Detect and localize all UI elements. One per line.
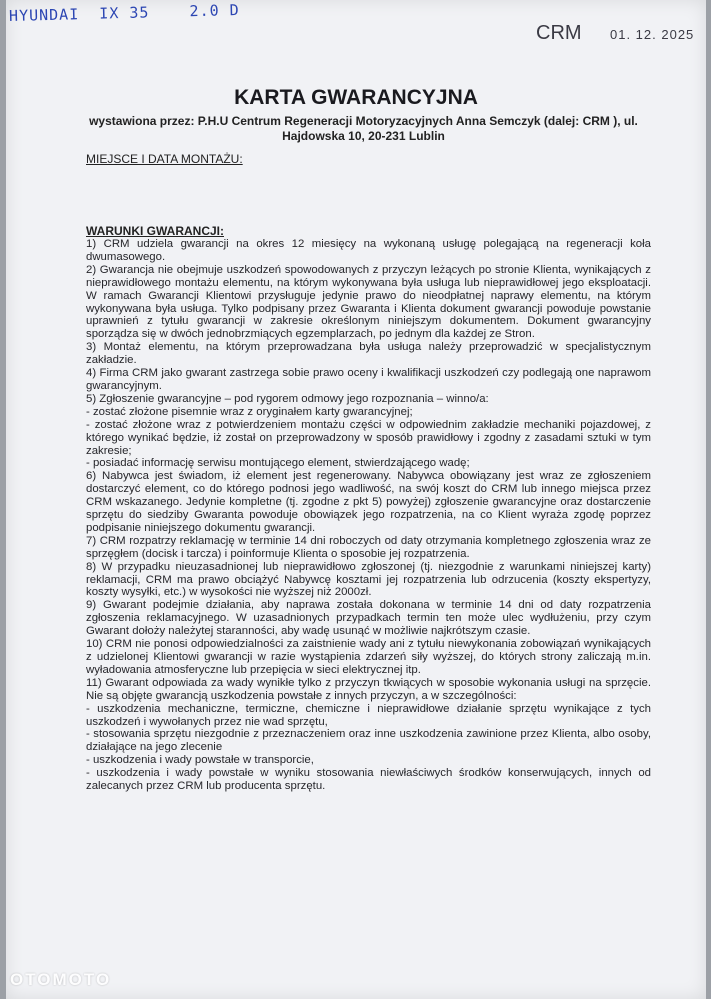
term-5-bullet-3: - posiadać informację serwisu montującego element, stwierdzającego wadę;	[86, 457, 470, 470]
place-date-label: MIEJSCE I DATA MONTAŻU:	[86, 152, 243, 166]
term-1: 1) CRM udziela gwarancji na okres 12 miesięcy na wykonaną usługę polegającą na regeneracji koła dwumasowego.	[86, 238, 651, 263]
terms-heading: WARUNKI GWARANCJI:	[86, 224, 224, 238]
term-9: 9) Gwarant podejmie działania, aby naprawa została dokonana w terminie 14 dni od daty rozpatrzenia zgłoszenia reklamacyjnego. W uzasadnionych przypadkach termin ten może ulec wydłużeniu, przy czym Gwarant dołoży należytej staranności, aby wadę usunąć w możliwie najkrótszym czasie.	[86, 599, 651, 638]
warranty-card-sheet	[6, 0, 706, 999]
term-2: 2) Gwarancja nie obejmuje uszkodzeń spowodowanych z przyczyn leżących po stronie Klienta, wynikających z nieprawidłowego montażu elementu, na którym wykonywana była usługa lub nieprawidłowej jego eksploatacji. W ramach Gwarancji Klientowi przysługuje jedynie prawo do nieodpłatnej naprawy elementu, na którym wykonywana była usługa. Tylko podpisany przez Gwaranta i Klienta dokument gwarancji powoduje powstanie uprawnień z tytułu gwarancji w zakresie określonym niniejszym dokumentem. Dokument gwarancyjny sporządza się w dwóch jednobrzmiących egzemplarzach, po jednym dla każdej ze Stron.	[86, 263, 651, 341]
term-6: 6) Nabywca jest świadom, iż element jest regenerowany. Nabywca obowiązany jest wraz ze zgłoszeniem dostarczyć element, co do którego podnosi jego wadliwość, na swój koszt do CRM lub innego miejsca przez CRM wskazanego. Jedynie kompletne (tj. zgodne z pkt 5) powyżej) zgłoszenie gwarancyjne oraz dostarczenie sprzętu do siedziby Gwaranta powoduje obowiązek jego rozpatrzenia, na co Klient wyraża zgodę poprzez podpisanie niniejszego dokumentu gwarancji.	[86, 470, 651, 534]
document-title: KARTA GWARANCYJNA	[234, 86, 478, 109]
term-11-bullet-2: - stosowania sprzętu niezgodnie z przeznaczeniem oraz inne uszkodzenia zawinione przez Klienta, albo osoby, działające na jego zlecenie	[86, 728, 651, 754]
issuer-line: wystawiona przez: P.H.U Centrum Regeneracji Motoryzacyjnych Anna Semczyk (dalej: CRM ), ul. Hajdowska 10, 20-231 Lublin	[89, 114, 638, 143]
term-5-bullet-2: - zostać złożone wraz z potwierdzeniem montażu części w odpowiednim zakładzie mechaniki pojazdowej, z którego wynikać będzie, iż został on przeprowadzony w sposób prawidłowy i zgodny z zasadami sztuki w tym zakresie;	[86, 418, 651, 457]
otomoto-watermark: OTOMOTO	[10, 970, 112, 989]
term-4: 4) Firma CRM jako gwarant zastrzega sobie prawo oceny i kwalifikacji uszkodzeń czy podlegają one naprawom gwarancyjnym.	[86, 367, 651, 392]
term-8: 8) W przypadku nieuzasadnionej lub nieprawidłowo zgłoszonej (tj. niezgodnie z warunkami niniejszej karty) reklamacji, CRM ma prawo obciążyć Nabywcę kosztami jej rozpatrzenia lub odrzucenia (koszty ekspertyzy, koszty wysyłki, etc.) w wysokości nie wyższej niż 2000zł.	[86, 560, 651, 599]
term-5-bullet-1: - zostać złożone pisemnie wraz z oryginałem karty gwarancyjnej;	[86, 405, 413, 418]
handwritten-car-note: HYUNDAI IX 35 2.0 D	[8, 0, 240, 26]
terms-list	[86, 238, 651, 793]
term-5: 5) Zgłoszenie gwarancyjne – pod rygorem odmowy jego rozpoznania – winno/a:	[86, 392, 489, 405]
term-3: 3) Montaż elementu, na którym przeprowadzana była usługa należy przeprowadzić w specjalistycznym zakładzie.	[86, 341, 651, 367]
crm-stamp-label: CRM	[536, 22, 582, 44]
term-11-bullet-3: - uszkodzenia i wady powstałe w transporcie,	[86, 754, 314, 767]
crm-stamp-date: 01. 12. 2025	[610, 27, 695, 42]
term-11: 11) Gwarant odpowiada za wady wynikłe tylko z przyczyn tkwiących w sposobie wykonania usługi na sprzęcie. Nie są objęte gwarancją uszkodzenia powstałe z innych przyczyn, a w szczególności:	[86, 676, 651, 702]
term-11-bullet-4: - uszkodzenia i wady powstałe w wyniku stosowania niewłaściwych środków konserwujących, innych od zalecanych przez CRM lub producenta sprzętu.	[86, 767, 651, 793]
term-7: 7) CRM rozpatrzy reklamację w terminie 14 dni roboczych od daty otrzymania kompletnego zgłoszenia wraz ze sprzęgłem (docisk i tarcza) i poinformuje Klienta o sposobie jej rozpatrzenia.	[86, 534, 651, 560]
term-11-bullet-1: - uszkodzenia mechaniczne, termiczne, chemiczne i nieprawidłowe działanie sprzętu wynikające z tych uszkodzeń i wywołanych przez nie wad sprzętu,	[86, 702, 651, 728]
term-10: 10) CRM nie ponosi odpowiedzialności za zaistnienie wady ani z tytułu niewykonania zobowiązań wynikających z udzielonej Klientowi gwarancji w razie wystąpienia zdarzeń siły wyższej, do których strony zaliczają m.in. wyładowania atmosferyczne lub przepięcia w sieci elektrycznej itp.	[86, 638, 651, 676]
